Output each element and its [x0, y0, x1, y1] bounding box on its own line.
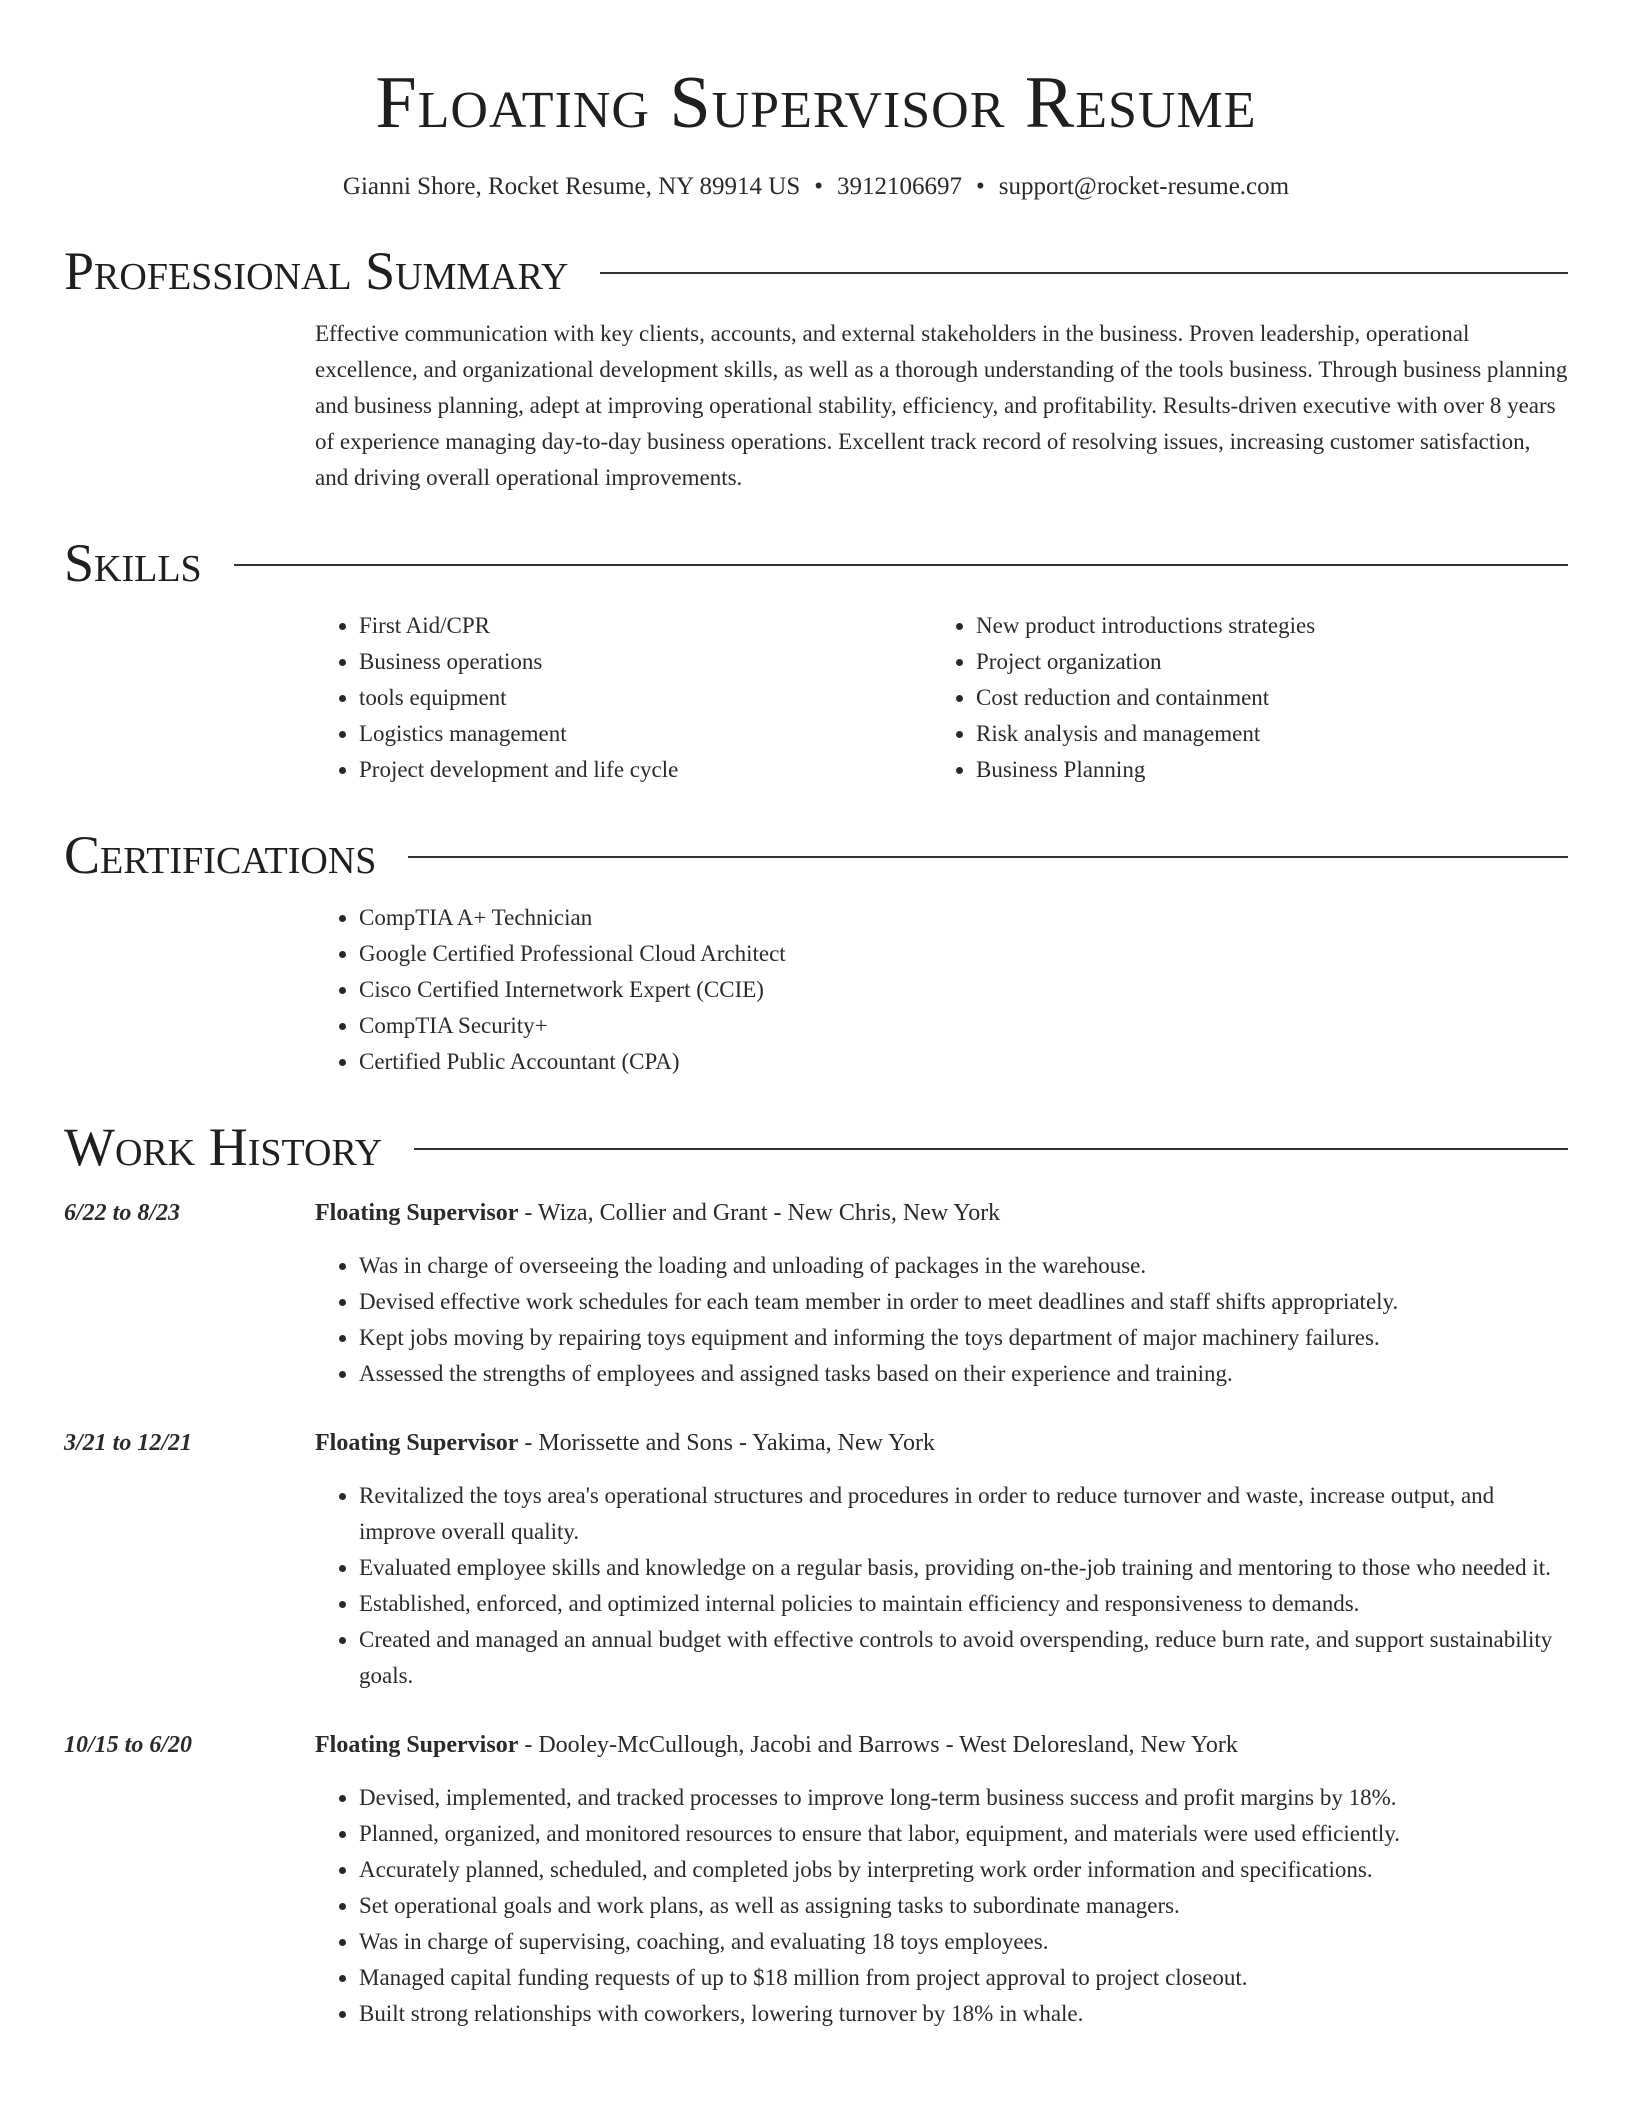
certification-item: • CompTIA Security+ — [359, 1008, 1568, 1044]
skill-item: • Business operations — [359, 644, 932, 680]
job-duty-item: • Planned, organized, and monitored resources to ensure that labor, equipment, and materials were used efficiently. — [359, 1816, 1568, 1852]
certification-item: • Certified Public Accountant (CPA) — [359, 1044, 1568, 1080]
resume-title: Floating Supervisor Resume — [375, 62, 1257, 144]
section-divider — [600, 272, 1568, 274]
skills-column-right — [932, 608, 1549, 788]
certifications-heading: Certifications — [64, 825, 377, 885]
skill-item: • Project organization — [976, 644, 1549, 680]
contact-line — [64, 170, 1568, 204]
job-duties — [315, 1478, 1568, 1694]
certification-item: • Google Certified Professional Cloud Architect — [359, 936, 1568, 972]
certifications-list — [315, 900, 1568, 1080]
job-duty-item: • Evaluated employee skills and knowledge on a regular basis, providing on-the-job training and mentoring to those who needed it. — [359, 1550, 1568, 1586]
job-employer: - Morissette and Sons - Yakima, New York — [518, 1430, 936, 1456]
job-entry — [64, 1196, 1568, 1392]
skill-item: • Project development and life cycle — [359, 752, 932, 788]
job-header — [64, 1196, 1568, 1230]
section-divider — [414, 1148, 1568, 1150]
job-employer: - Wiza, Collier and Grant - New Chris, New York — [518, 1200, 1001, 1226]
contact-separator: • — [976, 173, 985, 200]
job-title: Floating Supervisor — [315, 1430, 519, 1456]
job-duty-item: • Set operational goals and work plans, as well as assigning tasks to subordinate managers. — [359, 1888, 1568, 1924]
resume-page — [64, 0, 1568, 2032]
skill-item: • Business Planning — [976, 752, 1549, 788]
job-entry — [64, 1728, 1568, 2032]
job-dates: 10/15 to 6/20 — [64, 1732, 193, 1758]
job-duty-item: • Created and managed an annual budget with effective controls to avoid overspending, reduce burn rate, and support sustainability goals. — [359, 1622, 1568, 1694]
certifications-section-header — [64, 824, 1568, 886]
summary-text: Effective communication with key clients, accounts, and external stakeholders in the business. Proven leadership, operational excellence, and organizational development skills, as well as a thorough understanding of the tools business. Through business planning and business planning, adept at improving operational stability, efficiency, and profitability. Results-driven executive with over 8 years of experience managing day-to-day business operations. Excellent track record of resolving issues, increasing customer satisfaction, and driving overall operational improvements. — [315, 321, 1568, 490]
work-history-section-header — [64, 1116, 1568, 1178]
skill-item: • Risk analysis and management — [976, 716, 1549, 752]
skills-list — [315, 608, 1568, 788]
contact-phone: 3912106697 — [837, 173, 963, 200]
job-duties — [315, 1248, 1568, 1392]
job-header — [64, 1426, 1568, 1460]
job-duty-item: • Kept jobs moving by repairing toys equipment and informing the toys department of major machinery failures. — [359, 1320, 1568, 1356]
job-dates: 6/22 to 8/23 — [64, 1200, 181, 1226]
job-duty-item: • Established, enforced, and optimized internal policies to maintain efficiency and responsiveness to demands. — [359, 1586, 1568, 1622]
job-duty-item: • Was in charge of overseeing the loading and unloading of packages in the warehouse. — [359, 1248, 1568, 1284]
job-duties — [315, 1780, 1568, 2032]
job-dates: 3/21 to 12/21 — [64, 1430, 193, 1456]
job-duty-item: • Managed capital funding requests of up to $18 million from project approval to project closeout. — [359, 1960, 1568, 1996]
summary-heading: Professional Summary — [64, 241, 569, 301]
skills-column-left — [315, 608, 932, 788]
job-duty-item: • Assessed the strengths of employees and assigned tasks based on their experience and training. — [359, 1356, 1568, 1392]
contact-separator: • — [814, 173, 824, 200]
job-duty-item: • Was in charge of supervising, coaching, and evaluating 18 toys employees. — [359, 1924, 1568, 1960]
skill-item: • Cost reduction and containment — [976, 680, 1549, 716]
job-title: Floating Supervisor — [315, 1732, 519, 1758]
skill-item: • tools equipment — [359, 680, 932, 716]
work-history-heading: Work History — [64, 1117, 383, 1177]
job-duty-item: • Built strong relationships with coworkers, lowering turnover by 18% in whale. — [359, 1996, 1568, 2032]
job-duty-item: • Accurately planned, scheduled, and completed jobs by interpreting work order information and specifications. — [359, 1852, 1568, 1888]
job-title: Floating Supervisor — [315, 1200, 519, 1226]
skills-section-header — [64, 532, 1568, 594]
job-duty-item: • Revitalized the toys area's operational structures and procedures in order to reduce turnover and waste, increase output, and improve overall quality. — [359, 1478, 1568, 1550]
certification-item: • CompTIA A+ Technician — [359, 900, 1568, 936]
section-divider — [234, 564, 1568, 566]
certification-item: • Cisco Certified Internetwork Expert (CCIE) — [359, 972, 1568, 1008]
skill-item: • Logistics management — [359, 716, 932, 752]
job-entry — [64, 1426, 1568, 1694]
job-duty-item: • Devised effective work schedules for each team member in order to meet deadlines and staff shifts appropriately. — [359, 1284, 1568, 1320]
job-duty-item: • Devised, implemented, and tracked processes to improve long-term business success and profit margins by 18%. — [359, 1780, 1568, 1816]
contact-address: Gianni Shore, Rocket Resume, NY 89914 US — [342, 173, 801, 200]
summary-section-header — [64, 240, 1568, 302]
skill-item: • New product introductions strategies — [976, 608, 1549, 644]
skills-heading: Skills — [64, 533, 202, 593]
job-header — [64, 1728, 1568, 1762]
section-divider — [408, 856, 1568, 858]
skill-item: • First Aid/CPR — [359, 608, 932, 644]
job-employer: - Dooley-McCullough, Jacobi and Barrows - West Deloresland, New York — [518, 1732, 1238, 1758]
contact-email[interactable]: support@rocket-resume.com — [998, 173, 1290, 200]
